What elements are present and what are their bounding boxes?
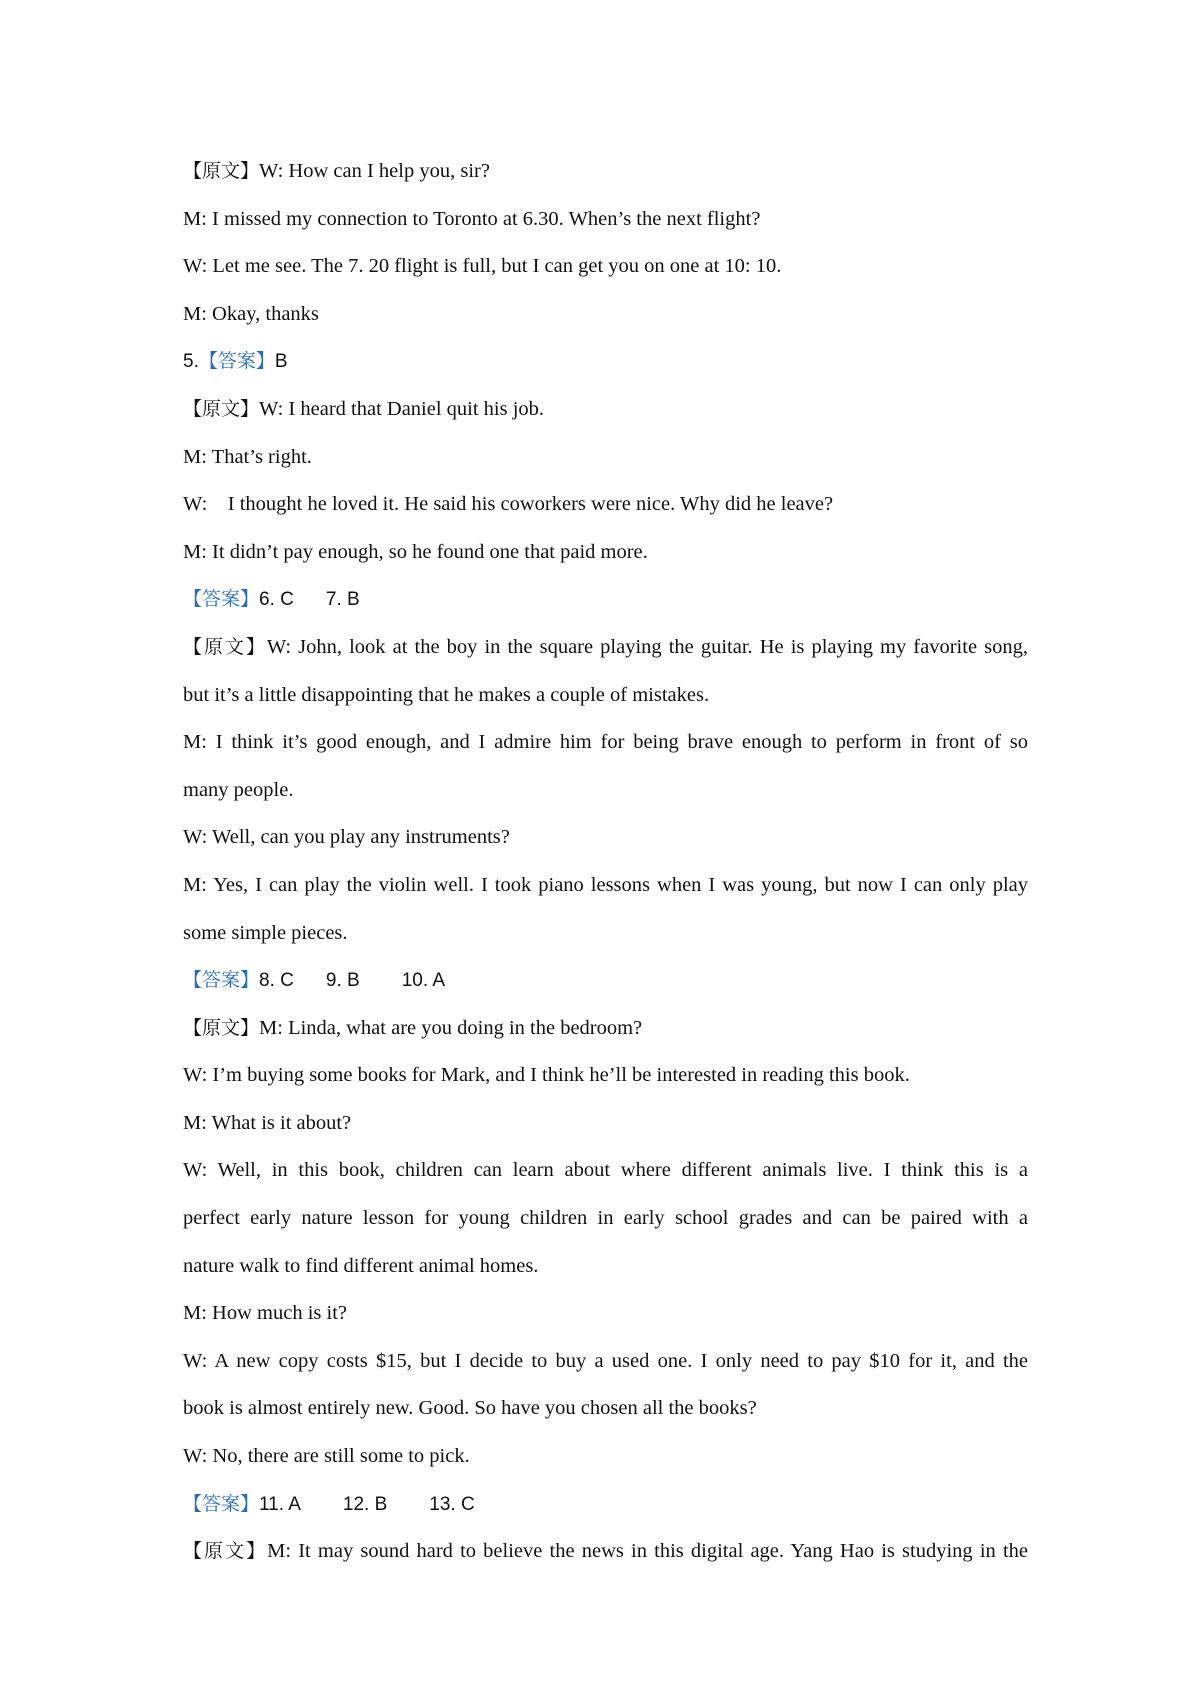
dialogue-text: W: Well, can you play any instruments? — [183, 826, 510, 849]
answer-tag: 【答案】 — [183, 1492, 260, 1515]
dialogue-text: M: Okay, thanks — [183, 302, 319, 325]
dialogue-text: M: It may sound hard to believe the news in this digital age. Yang Hao is studying in the — [267, 1540, 1028, 1563]
answer-value: 6. C — [259, 589, 294, 611]
answer-value: 10. A — [401, 970, 446, 992]
dialogue-text: perfect early nature lesson for young children in early school grades and can be paired with a — [183, 1207, 1028, 1230]
dialogue-text: W: A new copy costs $15, but I decide to buy a used one. I only need to pay $10 for it, and the — [183, 1349, 1028, 1372]
dialogue-text: M: I think it’s good enough, and I admire him for being brave enough to perform in front of so — [183, 731, 1028, 754]
dialogue-text: W: I’m buying some books for Mark, and I think he’ll be interested in reading this book. — [183, 1064, 910, 1087]
transcript-line — [183, 148, 1028, 196]
dialogue-text: M: I missed my connection to Toronto at 6.30. When’s the next flight? — [183, 207, 761, 230]
answer-value: B — [274, 351, 288, 373]
transcript-line — [183, 1528, 1028, 1576]
dialogue-text: W: I heard that Daniel quit his job. — [259, 397, 545, 420]
answer-value: 13. C — [429, 1493, 475, 1515]
answer-value: 8. C — [259, 970, 294, 992]
answer-tag: 【答案】 — [183, 588, 260, 611]
answer-line — [183, 338, 1028, 386]
dialogue-text: nature walk to find different animal homes. — [183, 1254, 539, 1277]
dialogue-text: W: How can I help you, sir? — [259, 160, 490, 182]
dialogue-text: M: What is it about? — [183, 1111, 352, 1134]
original-text-tag: 【原文】 — [183, 1540, 268, 1563]
transcript-line — [183, 624, 1028, 672]
dialogue-text: W: Let me see. The 7. 20 flight is full, but I can get you on one at 10: 10. — [183, 255, 782, 278]
question-number: 5. — [183, 351, 199, 373]
answer-tag: 【答案】 — [183, 969, 260, 992]
dialogue-text: but it’s a little disappointing that he makes a couple of mistakes. — [183, 683, 710, 706]
answer-line — [183, 1481, 1028, 1529]
answer-value: 12. B — [342, 1493, 388, 1515]
answer-value: 9. B — [325, 970, 360, 992]
dialogue-text: M: That’s right. — [183, 445, 312, 468]
original-text-tag: 【原文】 — [183, 160, 260, 182]
dialogue-text: M: How much is it? — [183, 1302, 347, 1325]
dialogue-text: M: It didn’t pay enough, so he found one that paid more. — [183, 540, 648, 563]
document-page — [183, 148, 1028, 1576]
transcript-line — [183, 386, 1028, 434]
dialogue-text: W: No, there are still some to pick. — [183, 1445, 470, 1468]
original-text-tag: 【原文】 — [183, 397, 260, 420]
dialogue-text: W: John, look at the boy in the square playing the guitar. He is playing my favorite song, — [266, 635, 1028, 658]
answer-value: 7. B — [325, 589, 360, 611]
answer-tag: 【答案】 — [198, 350, 275, 373]
dialogue-text: some simple pieces. — [183, 921, 348, 944]
answer-value: 11. A — [259, 1493, 301, 1515]
original-text-tag: 【原文】 — [183, 1016, 260, 1039]
transcript-line — [183, 1005, 1028, 1053]
answer-line — [183, 957, 1028, 1005]
dialogue-text: M: Yes, I can play the violin well. I took piano lessons when I was young, but now I can only play — [183, 873, 1028, 896]
dialogue-text: W: I thought he loved it. He said his coworkers were nice. Why did he leave? — [183, 493, 834, 516]
dialogue-text: M: Linda, what are you doing in the bedroom? — [259, 1016, 643, 1039]
dialogue-text: book is almost entirely new. Good. So have you chosen all the books? — [183, 1397, 757, 1420]
dialogue-text: many people. — [183, 778, 294, 801]
answer-line — [183, 576, 1028, 624]
original-text-tag: 【原文】 — [183, 635, 267, 658]
dialogue-text: W: Well, in this book, children can learn about where different animals live. I think this is a — [183, 1159, 1028, 1182]
